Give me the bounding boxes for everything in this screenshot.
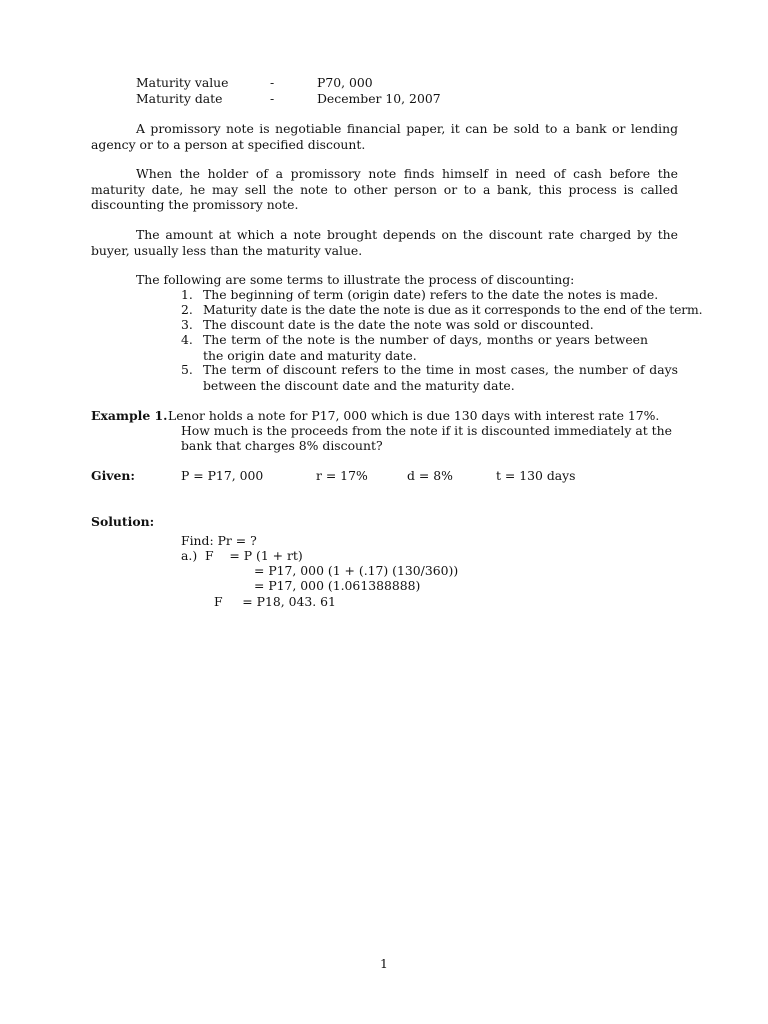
given-principal: P = P17, 000 <box>181 468 264 483</box>
solution-find: Find: Pr = ? <box>181 533 257 548</box>
given-time: t = 130 days <box>496 468 576 483</box>
solution-step-a: a.) F = P (1 + rt) <box>181 548 303 563</box>
maturity-date: December 10, 2007 <box>317 91 441 106</box>
maturity-value-label: Maturity value <box>136 75 229 90</box>
list-item-number: 1. <box>181 287 193 302</box>
paragraph-discount-rate <box>91 227 678 258</box>
maturity-value-dash: - <box>270 75 275 90</box>
paragraph-text: A promissory note is negotiable financial paper, it can be sold to a bank or lending agency or to a person at specified discount. <box>91 121 678 152</box>
list-item: Maturity date is the date the note is due as it corresponds to the end of the term. <box>203 302 703 317</box>
list-item-number: 5. <box>181 362 193 377</box>
given-rate: r = 17% <box>316 468 368 483</box>
paragraph-discounting <box>91 166 678 213</box>
paragraph-text: The following are some terms to illustrate the process of discounting: <box>136 272 575 287</box>
example-text-line3: bank that charges 8% discount? <box>181 438 383 453</box>
maturity-value: P70, 000 <box>317 75 373 90</box>
solution-step-b: = P17, 000 (1 + (.17) (130/360)) <box>254 563 459 578</box>
solution-label: Solution: <box>91 514 155 529</box>
solution-step-d: F = P18, 043. 61 <box>214 594 336 609</box>
example-text-line2: How much is the proceeds from the note if it is discounted immediately at the <box>181 423 672 438</box>
list-item: The term of discount refers to the time in most cases, the number of days between the discount date and the maturity date. <box>203 362 678 393</box>
example-text-line1: Lenor holds a note for P17, 000 which is due 130 days with interest rate 17%. <box>168 408 660 423</box>
list-item-number: 3. <box>181 317 193 332</box>
page-number: 1 <box>380 956 388 971</box>
list-item: The term of the note is the number of days, months or years between the origin date and maturity date. <box>203 332 648 363</box>
paragraph-promissory-note <box>91 121 678 152</box>
given-discount: d = 8% <box>407 468 453 483</box>
list-item: The discount date is the date the note was sold or discounted. <box>203 317 594 332</box>
list-item: The beginning of term (origin date) refers to the date the notes is made. <box>203 287 659 302</box>
paragraph-terms-intro <box>91 272 678 288</box>
example-label: Example 1. <box>91 408 168 423</box>
given-label: Given: <box>91 468 135 483</box>
paragraph-text: When the holder of a promissory note finds himself in need of cash before the maturity date, he may sell the note to other person or to a bank, this process is called discounting the promissory note. <box>91 166 678 212</box>
maturity-date-dash: - <box>270 91 275 106</box>
paragraph-text: The amount at which a note brought depends on the discount rate charged by the buyer, usually less than the maturity value. <box>91 227 678 258</box>
list-item-number: 4. <box>181 332 193 347</box>
list-item-number: 2. <box>181 302 193 317</box>
maturity-date-label: Maturity date <box>136 91 223 106</box>
solution-step-c: = P17, 000 (1.061388888) <box>254 578 421 593</box>
